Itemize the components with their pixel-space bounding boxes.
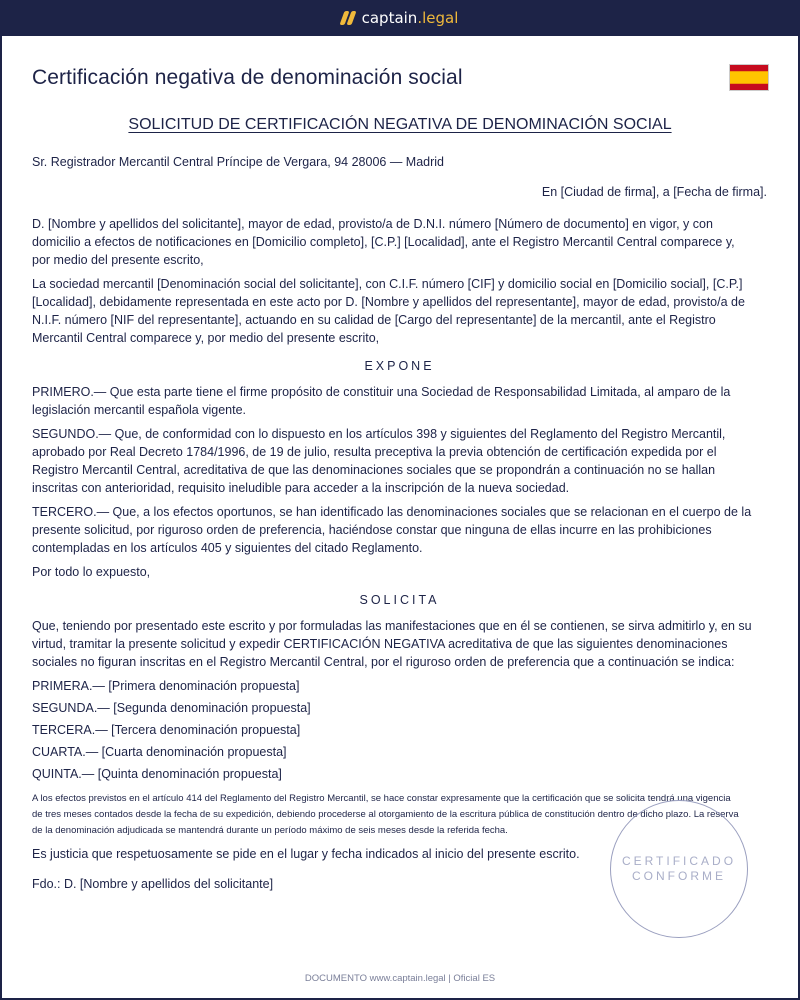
por-todo-text: Por todo lo expuesto, [32, 565, 151, 579]
primero-paragraph: PRIMERO.— Que esta parte tiene el firme propósito de constituir una Sociedad de Responsabilidad Limitada, al amparo de la legislación mercantil española vigente. [32, 385, 731, 417]
proposed-name-3: TERCERA.— [Tercera denominación propuesta] [32, 723, 301, 737]
captain-logo-icon [342, 11, 354, 25]
proposed-name-5: QUINTA.— [Quinta denominación propuesta] [32, 767, 282, 781]
spain-flag-icon [729, 64, 769, 91]
document-body [32, 153, 767, 899]
recipient: Sr. Registrador Mercantil Central Príncipe de Vergara, 94 28006 — Madrid [32, 155, 445, 169]
solicita-heading: SOLICITA [359, 593, 440, 607]
proposed-name-1: PRIMERA.— [Primera denominación propuesta] [32, 679, 300, 693]
validity-note: A los efectos previstos en el artículo 414 del Reglamento del Registro Mercantil, se hace constar expresamente que la certificación que se solicita tendrá una vigencia de tres meses contados desde la fecha de su expedición, debiendo procederse al otorgamiento de la escritura pública de constitución dentro de dicho plazo. La reserva de la denominación adjudicada se mantendrá durante un período máximo de seis meses desde la referida fecha. [32, 793, 739, 836]
document-page [2, 36, 798, 998]
brand-name: captain [361, 9, 418, 27]
top-bar [0, 0, 800, 36]
certified-stamp [610, 800, 748, 938]
expone-heading: EXPONE [364, 359, 435, 373]
stamp-line-1: CERTIFICADO [621, 854, 737, 868]
segundo-paragraph: SEGUNDO.— Que, de conformidad con lo dispuesto en los artículos 398 y siguientes del Reglamento del Registro Mercantil, aprobado por Real Decreto 1784/1996, de 19 de julio, resulta preceptiva la previa obtención de certificación expedida por el Registro Mercantil Central, acreditativa de que las denominaciones sociales que se propondrán a continuación no se hallan inscritas con anterioridad, requisito ineludible para acceder a la inscripción de la nueva sociedad. [32, 427, 726, 495]
place-date: En [Ciudad de firma], a [Fecha de firma]. [541, 185, 767, 199]
proposed-name-2: SEGUNDA.— [Segunda denominación propuesta] [32, 701, 311, 715]
intro-paragraph-company: La sociedad mercantil [Denominación social del solicitante], con C.I.F. número [CIF] y domicilio social en [Domicilio social], [C.P.] [Localidad], debidamente representada en este acto por D. [Nombre y apellidos del representante], mayor de edad, provisto/a de N.I.F. número [NIF del representante], actuando en su calidad de [Cargo del representante] de la mercantil, ante el Registro Mercantil Central comparece y, por medio del presente escrito, [32, 277, 745, 345]
stamp-line-2: CONFORME [632, 869, 726, 883]
proposed-name-4: CUARTA.— [Cuarta denominación propuesta] [32, 745, 287, 759]
brand-suffix: .legal [417, 9, 459, 27]
solicita-paragraph: Que, teniendo por presentado este escrito y por formuladas las manifestaciones que en él se contienen, se sirva admitirlo y, en su virtud, tramitar la presente solicitud y expedir CERTIFICACIÓN NEGATIVA acreditativa de que las siguientes denominaciones sociales no figuran inscritas en el Registro Mercantil Central, por el riguroso orden de preferencia que a continuación se indica: [32, 619, 752, 669]
tercero-paragraph: TERCERO.— Que, a los efectos oportunos, se han identificado las denominaciones sociales que se relacionan en el cuerpo de la presente solicitud, por riguroso orden de preferencia, haciéndose constar que ninguna de ellas incurre en las prohibiciones contempladas en los artículos 405 y siguientes del citado Reglamento. [32, 505, 752, 555]
document-heading: SOLICITUD DE CERTIFICACIÓN NEGATIVA DE DENOMINACIÓN SOCIAL [128, 116, 672, 133]
document-title: Certificación negativa de denominación social [32, 66, 463, 89]
page-footer: DOCUMENTO www.captain.legal | Oficial ES [304, 973, 496, 984]
signature-line: Fdo.: D. [Nombre y apellidos del solicitante] [32, 877, 274, 891]
intro-paragraph-individual: D. [Nombre y apellidos del solicitante], mayor de edad, provisto/a de D.N.I. número [Número de documento] en vigor, y con domicilio a efectos de notificaciones en [Domicilio completo], [C.P.] [Localidad], ante el Registro Mercantil Central comparece y, por medio del presente escrito, [32, 217, 735, 267]
closing-text: Es justicia que respetuosamente se pide en el lugar y fecha indicados al inicio del presente escrito. [32, 847, 580, 861]
